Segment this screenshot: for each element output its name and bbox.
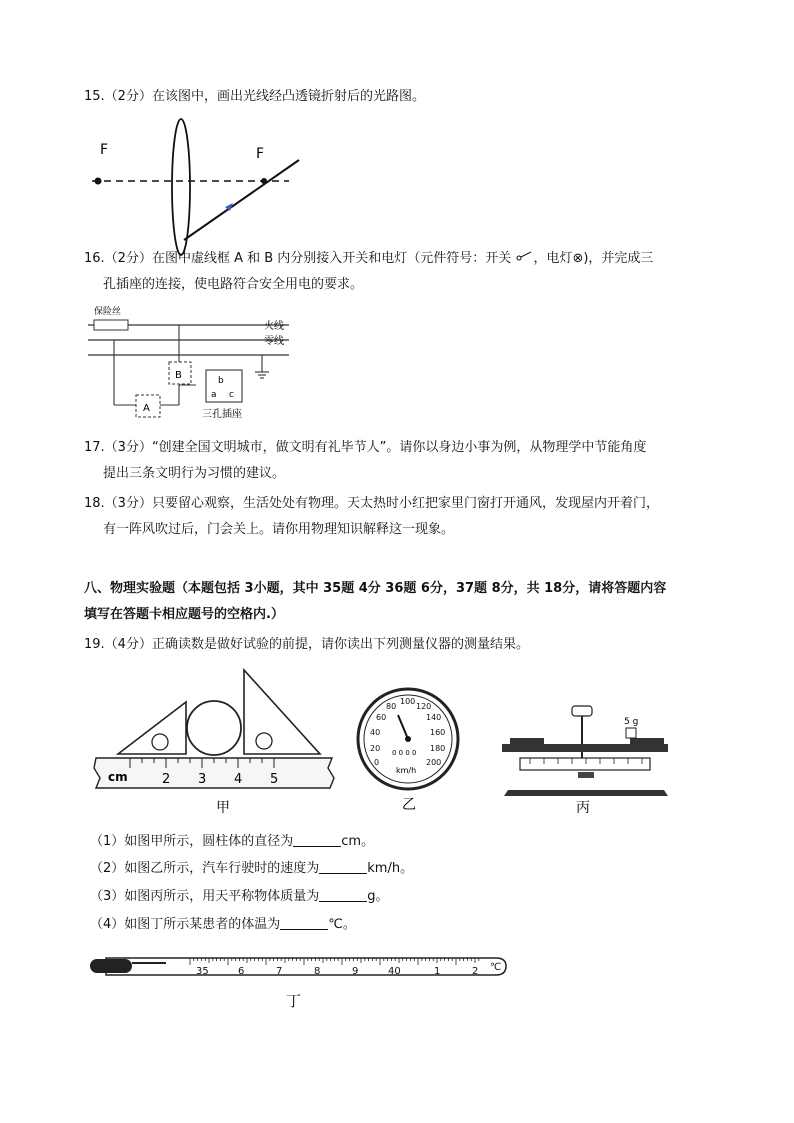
thermometer-body [106, 958, 506, 975]
live-wire-label: 火线 [264, 321, 284, 332]
speedo-0: 0 [374, 758, 380, 767]
speedo-40: 40 [370, 728, 381, 737]
label-f-left: F [100, 142, 109, 158]
thermo-38: 8 [314, 966, 321, 977]
speedo-160: 160 [430, 728, 446, 737]
thermo-42: 2 [472, 966, 479, 977]
q19-sub4: （4）如图丁所示某患者的体温为 ℃。 [90, 917, 356, 932]
ruler-tick-5: 5 [270, 772, 279, 787]
q18-line2: 有一阵风吹过后，门会关上。请你用物理知识解释这一现象。 [103, 522, 455, 537]
q17-line1: 17.（3分）“创建全国文明城市，做文明有礼毕节人”。请你以身边小事为例，从物理学中节能角度 [84, 440, 647, 455]
fig-ding-thermometer [86, 948, 516, 1012]
q15-lens-diagram [84, 112, 314, 262]
q16-line2: 孔插座的连接，使电路符合安全用电的要求。 [103, 277, 364, 292]
cylinder [187, 701, 241, 755]
speedo-180: 180 [430, 744, 446, 753]
answer-blank-3[interactable] [319, 889, 367, 902]
box-a-label: A [143, 403, 150, 414]
ruler-tick-4: 4 [234, 772, 243, 787]
q15-text: 15.（2分）在该图中，画出光线经凸透镜折射后的光路图。 [84, 89, 425, 104]
box-b-label: B [175, 370, 182, 381]
fig-jia-caption: 甲 [216, 800, 230, 816]
thermo-39: 9 [352, 966, 359, 977]
q19-text: 19.（4分）正确读数是做好试验的前提，请你读出下列测量仪器的测量结果。 [84, 637, 529, 652]
fig-ding-caption: 丁 [286, 992, 302, 1010]
fig-bing-balance [498, 700, 674, 818]
thermometer-bulb [90, 959, 132, 973]
balance-scale [520, 758, 650, 770]
thermo-unit: ℃ [490, 962, 502, 973]
incident-ray [184, 160, 299, 240]
thermo-35: 35 [196, 966, 209, 977]
focal-point-left [95, 178, 102, 185]
fig-bing-caption: 丙 [576, 800, 590, 816]
fig-yi-speedometer [350, 685, 470, 815]
speedo-unit: km/h [396, 766, 417, 775]
section-8-heading-2: 填写在答题卡相应题号的空格内.） [84, 607, 284, 622]
speedo-80: 80 [386, 702, 397, 711]
q18-line1: 18.（3分）只要留心观察，生活处处有物理。天太热时小红把家里门窗打开通风，发现屋内开着门， [84, 496, 659, 511]
balance-beam [502, 744, 668, 752]
section-8-heading: 八、物理实验题（本题包括 3小题，其中 35题 4分 36题 6分，37题 8分，共 18分，请将答题内容 [84, 581, 667, 596]
speedo-120: 120 [416, 702, 432, 711]
fuse-label: 保险丝 [94, 307, 122, 317]
balance-base [504, 790, 668, 796]
fig-jia-ruler [84, 662, 344, 818]
socket-c-label: c [229, 390, 234, 400]
speedo-20: 20 [370, 744, 381, 753]
speedo-60: 60 [376, 713, 387, 722]
label-f-right: F [256, 146, 265, 162]
thermo-40: 40 [388, 966, 401, 977]
answer-blank-4[interactable] [280, 917, 328, 930]
ruler-tick-3: 3 [198, 772, 207, 787]
q19-sub2: （2）如图乙所示，汽车行驶时的速度为 km/h。 [90, 861, 414, 876]
q16-line1: 16.（2分）在图中虚线框 A 和 B 内分别接入开关和电灯（元件符号：开关 ，电灯⊗)，并完成三 [84, 251, 654, 266]
speedo-200: 200 [426, 758, 442, 767]
q19-sub1: （1）如图甲所示，圆柱体的直径为 cm。 [90, 834, 375, 849]
ruler-tick-2: 2 [162, 772, 171, 787]
ruler-unit: cm [108, 770, 128, 784]
socket-a-label: a [211, 390, 217, 400]
thermo-36: 6 [238, 966, 245, 977]
balance-weight-label: 5 g [624, 717, 639, 727]
thermo-37: 7 [276, 966, 283, 977]
socket-label: 三孔插座 [202, 409, 242, 420]
answer-blank-1[interactable] [293, 834, 341, 847]
switch-symbol-icon [515, 250, 533, 262]
answer-blank-2[interactable] [319, 861, 367, 874]
speedo-odometer: 0 0 0 0 [392, 749, 417, 757]
neutral-wire-label: 零线 [264, 336, 284, 347]
speedo-140: 140 [426, 713, 442, 722]
convex-lens [172, 119, 190, 255]
fuse-symbol [94, 320, 128, 330]
q19-sub3: （3）如图丙所示，用天平称物体质量为 g。 [90, 889, 389, 904]
fig-yi-caption: 乙 [402, 797, 416, 813]
socket-b-label: b [218, 376, 224, 386]
thermo-41: 1 [434, 966, 441, 977]
weight-5g [626, 728, 636, 738]
q17-line2: 提出三条文明行为习惯的建议。 [103, 466, 286, 481]
q16-circuit-diagram [84, 300, 304, 430]
speedo-100: 100 [400, 697, 416, 706]
